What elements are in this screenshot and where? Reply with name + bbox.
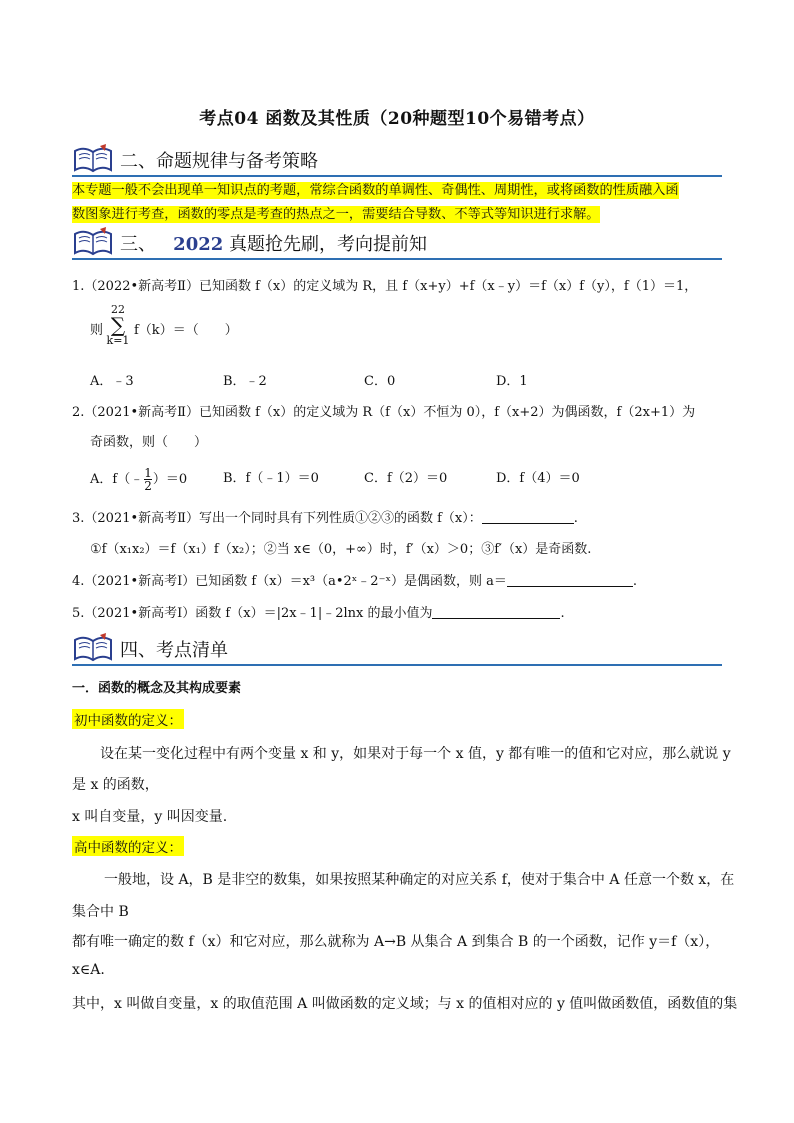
- sum-lower-limit: k=1: [106, 334, 130, 347]
- section-heading-text: 二、命题规律与备考策略: [120, 151, 318, 172]
- concept-heading: 一．函数的概念及其构成要素: [72, 681, 242, 696]
- question-5-text: 5.（2021•新高考Ⅰ）函数 f（x）＝|2x﹣1|﹣2lnx 的最小值为: [72, 606, 433, 621]
- senior-definition-line: 其中，x 叫做自变量，x 的取值范围 A 叫做函数的定义域；与 x 的值相对应的 y 值叫做函数值，函数值的集: [72, 996, 738, 1012]
- option-c: C．f（2）＝0: [364, 471, 448, 486]
- question-4-stem: [72, 570, 637, 589]
- summation-symbol: [104, 303, 132, 347]
- senior-definition-line: 集合中 B: [72, 904, 129, 920]
- question-3-text: 3.（2021•新高考Ⅱ）写出一个同时具有下列性质①②③的函数 f（x）：: [72, 511, 482, 526]
- answer-blank[interactable]: [432, 606, 560, 619]
- option-b: B．f（﹣1）＝0: [223, 471, 319, 486]
- sigma: ∑: [110, 313, 126, 337]
- open-book-icon: [72, 143, 114, 173]
- question-3-stem: [72, 507, 578, 526]
- option-b: B．﹣2: [223, 374, 267, 389]
- question-4-text: 4.（2021•新高考Ⅰ）已知函数 f（x）＝x³（a•2ˣ﹣2⁻ˣ）是偶函数，则 a＝: [72, 574, 507, 589]
- senior-definition-line: 一般地，设 A，B 是非空的数集，如果按照某种确定的对应关系 f，使对于集合中 A 任意一个数 x，在: [104, 872, 735, 888]
- section-heading-text: 四、考点清单: [120, 640, 228, 661]
- question-1-tail: f（k）＝（ ）: [134, 323, 238, 338]
- fraction-denominator: 2: [144, 479, 152, 493]
- question-4-end: .: [632, 574, 637, 589]
- option-d: D．1: [496, 374, 528, 389]
- senior-definition-line: x∈A.: [72, 962, 105, 978]
- heading-rule: [72, 258, 722, 260]
- page-title: 考点04 函数及其性质（20种题型10个易错考点）: [199, 109, 595, 129]
- option-d: D．f（4）＝0: [496, 471, 580, 486]
- open-book-icon: [72, 632, 114, 662]
- question-5-end: .: [560, 606, 565, 621]
- sum-upper-limit: 22: [111, 303, 125, 316]
- junior-definition-line: 是 x 的函数，: [72, 777, 159, 793]
- option-a: [90, 467, 187, 492]
- heading-rule: [72, 175, 722, 177]
- senior-definition-label: 高中函数的定义：: [72, 836, 184, 856]
- option-a-post: ）＝0: [152, 472, 188, 487]
- strategy-line: 本专题一般不会出现单一知识点的考题，常综合函数的单调性、奇偶性、周期性，或将函数的性质融入函: [72, 183, 679, 198]
- section-heading-text: [120, 230, 427, 256]
- section-heading-questions: [72, 226, 722, 260]
- junior-definition-label: 初中函数的定义：: [72, 709, 184, 729]
- fraction-numerator: 1: [144, 466, 152, 480]
- answer-blank[interactable]: [482, 511, 574, 524]
- question-1-prefix: 则: [90, 323, 104, 338]
- senior-definition-line: 都有唯一确定的数 f（x）和它对应，那么就称为 A→B 从集合 A 到集合 B 的一个函数，记作 y＝f（x），: [72, 934, 720, 950]
- fraction-half: [144, 467, 152, 492]
- junior-definition-line: 设在某一变化过程中有两个变量 x 和 y，如果对于每一个 x 值，y 都有唯一的值和它对应，那么就说 y: [100, 746, 731, 762]
- question-1-stem: 1.（2022•新高考Ⅱ）已知函数 f（x）的定义域为 R，且 f（x+y）+f（x﹣y）＝f（x）f（y），f（1）＝1，: [72, 279, 698, 294]
- question-3-conditions: ①f（x₁x₂）＝f（x₁）f（x₂）；②当 x∈（0，+∞）时，f′（x）＞0；③f′（x）是奇函数.: [90, 542, 592, 557]
- section-heading-checklist: [72, 632, 722, 666]
- question-5-stem: [72, 602, 565, 621]
- question-3-end: .: [573, 511, 578, 526]
- question-2-stem: 2.（2021•新高考Ⅱ）已知函数 f（x）的定义域为 R（f（x）不恒为 0），f（x+2）为偶函数，f（2x+1）为: [72, 405, 696, 420]
- question-2-stem-cont: 奇函数，则（ ）: [90, 435, 208, 450]
- option-c: C．0: [364, 374, 396, 389]
- answer-blank[interactable]: [507, 574, 633, 587]
- junior-definition-line: x 叫自变量，y 叫因变量.: [72, 809, 228, 825]
- option-a-pre: A．f（﹣: [90, 472, 144, 487]
- section-heading-strategy: [72, 143, 722, 177]
- open-book-icon: [72, 226, 114, 256]
- heading-rest: 真题抢先刷，考向提前知: [229, 234, 428, 255]
- strategy-paragraph: [72, 179, 724, 227]
- heading-rule: [72, 664, 722, 666]
- strategy-line: 数图象进行考查，函数的零点是考查的热点之一，需要结合导数、不等式等知识进行求解。: [72, 207, 600, 222]
- heading-prefix: 三、: [120, 234, 156, 255]
- option-a: A．﹣3: [90, 374, 134, 389]
- heading-year: 2022: [173, 234, 224, 255]
